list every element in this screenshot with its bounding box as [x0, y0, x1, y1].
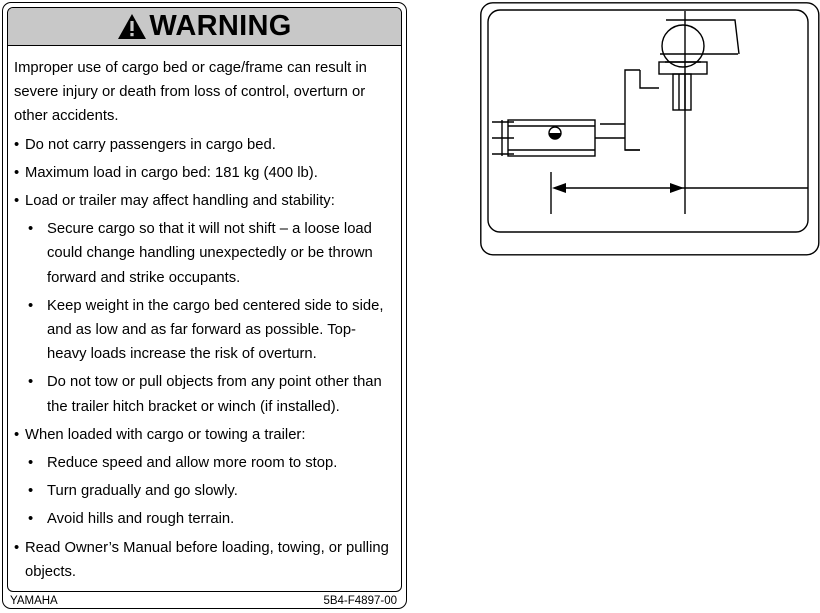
dimension-arrow-right	[670, 183, 684, 193]
dimension-arrow-left	[552, 183, 566, 193]
sublist-handling	[14, 217, 395, 419]
sub-bullet-avoid-hills: • Avoid hills and rough terrain.	[14, 507, 395, 531]
sub-bullet-tow-points: • Do not tow or pull objects from any point other than the trailer hitch bracket or winch (if installed).	[14, 370, 395, 418]
bullet-handling-text: Load or trailer may affect handling and stability:	[25, 193, 335, 210]
hitch-pin	[549, 127, 561, 139]
warning-title: WARNING	[149, 10, 292, 42]
bullet-no-passengers: • Do not carry passengers in cargo bed.	[14, 133, 395, 157]
bullet-handling	[14, 189, 395, 213]
bullet-loaded-towing-text: When loaded with cargo or towing a trailer:	[25, 426, 306, 443]
warning-label	[2, 2, 407, 609]
sub-bullet-reduce-speed: • Reduce speed and allow more room to stop.	[14, 451, 395, 475]
warning-label-inner	[7, 7, 402, 592]
footer-part-number: 5B4-F4897-00	[323, 595, 397, 607]
drawbar	[625, 70, 659, 150]
bullet-read-manual: • Read Owner’s Manual before loading, towing, or pulling objects.	[14, 536, 395, 584]
bullet-loaded-towing	[14, 423, 395, 447]
sub-bullet-turn-gradually: • Turn gradually and go slowly.	[14, 479, 395, 503]
bullet-max-load: • Maximum load in cargo bed: 181 kg (400 lb).	[14, 161, 395, 185]
sub-bullet-secure-cargo: • Secure cargo so that it will not shift – a loose load could change handling unexpectedly or be thrown forward and strike occupants.	[14, 217, 395, 290]
diagram-inner-frame	[488, 10, 808, 232]
trailer-hitch-diagram-icon	[480, 2, 820, 256]
diagram-outer-frame	[481, 3, 819, 255]
sublist-loaded-towing	[14, 451, 395, 532]
warning-body	[8, 46, 401, 584]
hitch-ball	[659, 25, 707, 110]
footer-brand: YAMAHA	[10, 595, 58, 607]
warning-banner	[8, 8, 401, 46]
sub-bullet-weight-centered: • Keep weight in the cargo bed centered side to side, and as low and as far forward as possible. Top-heavy loads increase the risk of overturn.	[14, 294, 395, 367]
warning-intro: Improper use of cargo bed or cage/frame can result in severe injury or death from loss of control, overturn or other accidents.	[14, 60, 367, 125]
warning-triangle-icon	[117, 13, 147, 40]
